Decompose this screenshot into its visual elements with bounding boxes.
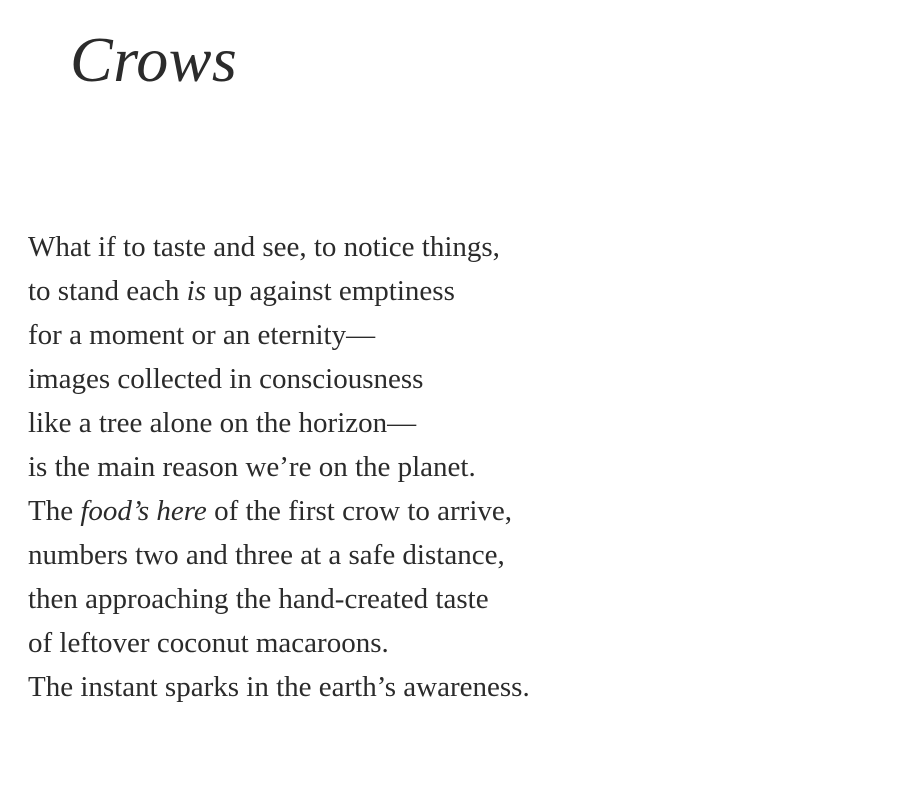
- poem-line: The food’s here of the first crow to arrive,: [28, 495, 513, 527]
- poem-line: of leftover coconut macaroons.: [28, 627, 389, 659]
- poem-body: [28, 225, 530, 709]
- emphasis-text: is: [186, 275, 206, 307]
- poem-line: like a tree alone on the horizon—: [28, 407, 417, 439]
- poem-line: The instant sparks in the earth’s awareness.: [28, 671, 530, 703]
- poem-line: to stand each is up against emptiness: [28, 275, 455, 307]
- poem-line: then approaching the hand-created taste: [28, 583, 489, 615]
- poem-line: for a moment or an eternity—: [28, 319, 376, 351]
- poem-line: images collected in consciousness: [28, 363, 424, 395]
- poem-line: What if to taste and see, to notice things,: [28, 231, 500, 263]
- emphasis-text: food’s here: [80, 495, 207, 527]
- poem-line: is the main reason we’re on the planet.: [28, 451, 476, 483]
- poem-title: Crows: [70, 24, 238, 95]
- poem-line: numbers two and three at a safe distance,: [28, 539, 505, 571]
